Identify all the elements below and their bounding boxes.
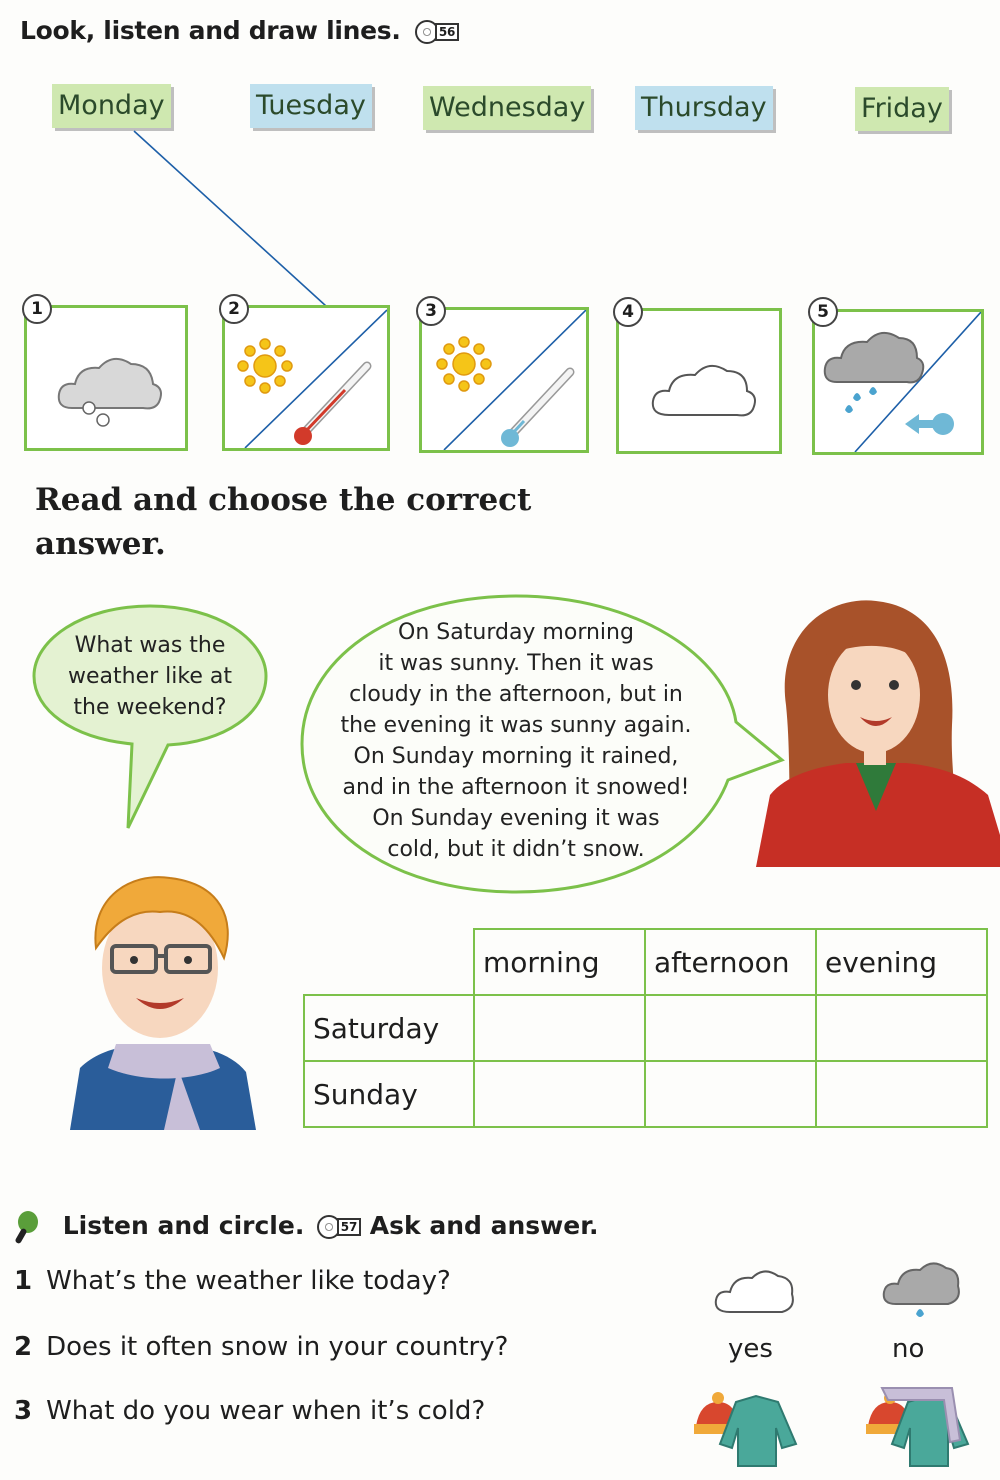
section1-heading: Look, listen and draw lines. 56 — [20, 16, 459, 45]
hat-coat-icon[interactable] — [690, 1382, 802, 1468]
picture-number: 1 — [22, 294, 52, 324]
table-header-row — [304, 929, 987, 995]
question-2: 2 Does it often snow in your country? — [14, 1332, 509, 1362]
picture-4[interactable] — [616, 308, 782, 454]
section2-heading: Read and choose the correct answer. — [35, 482, 532, 562]
picture-3[interactable] — [419, 307, 589, 453]
picture-number: 2 — [219, 294, 249, 324]
hat-coat-scarf-icon[interactable] — [862, 1380, 974, 1468]
day-label-monday: Monday — [52, 84, 171, 128]
column-morning: morning — [474, 929, 645, 995]
row-sunday: Sunday — [304, 1061, 474, 1127]
audio-cd-icon: 56 — [415, 20, 459, 44]
answer-cell[interactable] — [474, 1061, 645, 1127]
answer-yes[interactable]: yes — [728, 1334, 773, 1364]
girl-answer: On Saturday morning it was sunny. Then it was cloudy in the afternoon, but in the evening it was sunny again. On Sunday morning it rained, and in the afternoon it snowed! On Sunday evening it was cold, but it didn’t snow. — [340, 620, 692, 862]
answer-cell[interactable] — [816, 995, 987, 1061]
picture-number: 5 — [808, 297, 838, 327]
day-label-friday: Friday — [855, 87, 949, 131]
table-row — [304, 995, 987, 1061]
girl-illustration — [756, 595, 1000, 867]
boy-illustration — [60, 868, 270, 1130]
picture-2[interactable] — [222, 305, 390, 451]
day-label-wednesday: Wednesday — [423, 86, 591, 130]
answer-cell[interactable] — [645, 995, 816, 1061]
column-afternoon: afternoon — [645, 929, 816, 995]
table-corner — [304, 929, 474, 995]
day-label-thursday: Thursday — [635, 86, 773, 130]
microphone-icon — [10, 1210, 40, 1244]
day-label-tuesday: Tuesday — [250, 84, 372, 128]
picture-number: 4 — [613, 297, 643, 327]
question-1: 1 What’s the weather like today? — [14, 1266, 451, 1296]
answer-line — [0, 0, 1000, 320]
weather-table — [303, 928, 988, 1128]
column-evening: evening — [816, 929, 987, 995]
answer-cell[interactable] — [474, 995, 645, 1061]
cloud-icon — [619, 311, 779, 451]
question-3: 3 What do you wear when it’s cold? — [14, 1396, 486, 1426]
boy-question: What was the weather like at the weekend? — [68, 633, 232, 720]
picture-1[interactable] — [24, 305, 188, 451]
row-saturday: Saturday — [304, 995, 474, 1061]
table-row — [304, 1061, 987, 1127]
rain-wind-icon — [815, 312, 981, 452]
answer-cell[interactable] — [816, 1061, 987, 1127]
section3-heading: Listen and circle. 57 Ask and answer. — [10, 1210, 598, 1244]
cloud-snow-icon — [27, 308, 185, 448]
picture-5[interactable] — [812, 309, 984, 455]
sun-hot-thermometer-icon — [225, 308, 387, 448]
audio-cd-icon: 57 — [317, 1215, 361, 1239]
answer-cell[interactable] — [645, 1061, 816, 1127]
picture-number: 3 — [416, 296, 446, 326]
rain-cloud-icon[interactable] — [876, 1256, 962, 1332]
answer-no[interactable]: no — [892, 1334, 925, 1364]
sun-cold-thermometer-icon — [422, 310, 586, 450]
cloud-icon[interactable] — [708, 1260, 796, 1320]
